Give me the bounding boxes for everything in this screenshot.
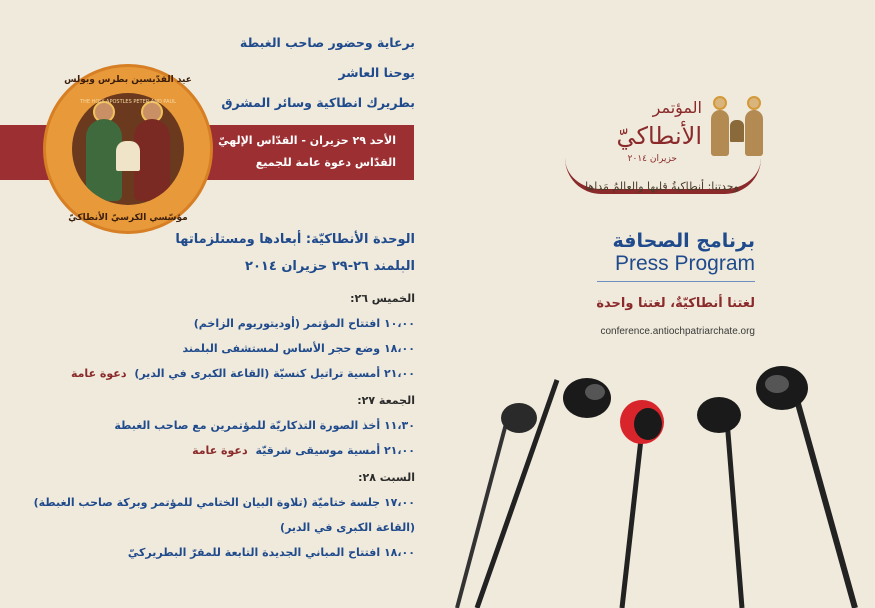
unity-title: الوحدة الأنطاكيّة: أبعادها ومستلزماتها (175, 232, 415, 247)
event-text: ٢١،٠٠ أمسية موسيقى شرقيّة (255, 444, 415, 457)
schedule-event (15, 515, 415, 540)
event-text: ١٠،٠٠ افتتاح المؤتمر (أوديتوريوم الزاخم) (193, 317, 415, 330)
medallion-top-text: عيد القدّيسين بطرس وبولس (64, 75, 192, 85)
conference-date: حزيران ٢٠١٤ (627, 154, 677, 164)
right-panel (437, 0, 875, 608)
logo-saint-icon (711, 110, 729, 156)
microphone-icon (697, 397, 742, 608)
unity-place-date: البلمند ٢٦-٢٩ حزيران ٢٠١٤ (245, 259, 415, 274)
schedule-event (15, 413, 415, 438)
divider (597, 281, 755, 282)
saints-icon-image (72, 93, 184, 205)
saints-medallion (43, 64, 213, 234)
day-heading: الخميس ٢٦: (350, 292, 415, 305)
conference-slogan: وحدتنا: أنطاكيةُ قلبها والعالمُ مَداها (585, 180, 739, 193)
event-text: (القاعة الكبرى في الدير) (280, 521, 415, 534)
band-line-2: القدّاس دعوة عامة للجميع (255, 156, 396, 169)
press-program-arabic: برنامج الصحافة (612, 230, 755, 252)
logo-saint-icon (745, 110, 763, 156)
patronage-line: بطريرك انطاكية وسائر المشرق (221, 95, 415, 110)
logo-saint-head-icon (713, 96, 727, 110)
conference-logo-icon (707, 94, 767, 160)
event-text: ١٨،٠٠ وضع حجر الأساس لمستشفى البلمند (182, 342, 415, 355)
event-text: ٢١،٠٠ أمسية تراتيل كنسيّة (القاعة الكبرى في الدير) (134, 367, 415, 380)
schedule-event (15, 540, 415, 565)
public-invite-tag: دعوة عامة (70, 367, 127, 380)
microphone-icon (756, 366, 855, 608)
day-heading: السبت ٢٨: (358, 471, 415, 484)
public-invite-tag: دعوة عامة (192, 444, 248, 457)
conference-title-small: المؤتمر (652, 98, 702, 117)
microphone-icon (620, 400, 664, 608)
logo-church-icon (730, 120, 744, 142)
schedule (15, 292, 415, 565)
press-program-english: Press Program (614, 252, 755, 275)
event-text: ١١،٣٠ أخذ الصورة التذكاريّة للمؤتمرين مع صاحب الغبطة (114, 419, 415, 432)
medallion-bottom-text: مؤسّسي الكرسيّ الأنطاكيّ (68, 213, 188, 223)
conference-title-large: الأنطاكيّ (616, 122, 702, 150)
schedule-event (15, 438, 415, 463)
website-link[interactable]: conference.antiochpatriarchate.org (600, 326, 755, 337)
schedule-event (15, 311, 415, 336)
event-text: ١٨،٠٠ افتتاح المباني الجديدة التابعة للمقرّ البطريركيّ (127, 546, 415, 559)
microphone-icon (477, 378, 611, 608)
schedule-event (15, 361, 415, 386)
microphone-icon (457, 403, 537, 608)
medallion-icon-caption: THE HOLY APOSTLES PETER AND PAUL (80, 99, 176, 105)
tagline: لغتنا أنطاكيّةٌ، لغتنا واحدة (596, 296, 755, 311)
microphones-illustration (437, 340, 875, 608)
day-heading: الجمعة ٢٧: (357, 394, 415, 407)
patronage-line: يوحنا العاشر (338, 65, 415, 80)
schedule-event (15, 490, 415, 515)
patronage-line: برعاية وحضور صاحب الغبطة (239, 35, 415, 50)
church-model-icon (116, 141, 140, 171)
schedule-event (15, 336, 415, 361)
unity-title-block (175, 226, 415, 280)
event-text: ١٧،٠٠ جلسة ختاميّة (تلاوة البيان الختامي للمؤتمر وبركة صاحب الغبطة) (33, 496, 415, 509)
band-line-1: الأحد ٢٩ حزيران - القدّاس الإلهيّ (218, 134, 396, 147)
left-panel (0, 0, 437, 608)
logo-saint-head-icon (747, 96, 761, 110)
